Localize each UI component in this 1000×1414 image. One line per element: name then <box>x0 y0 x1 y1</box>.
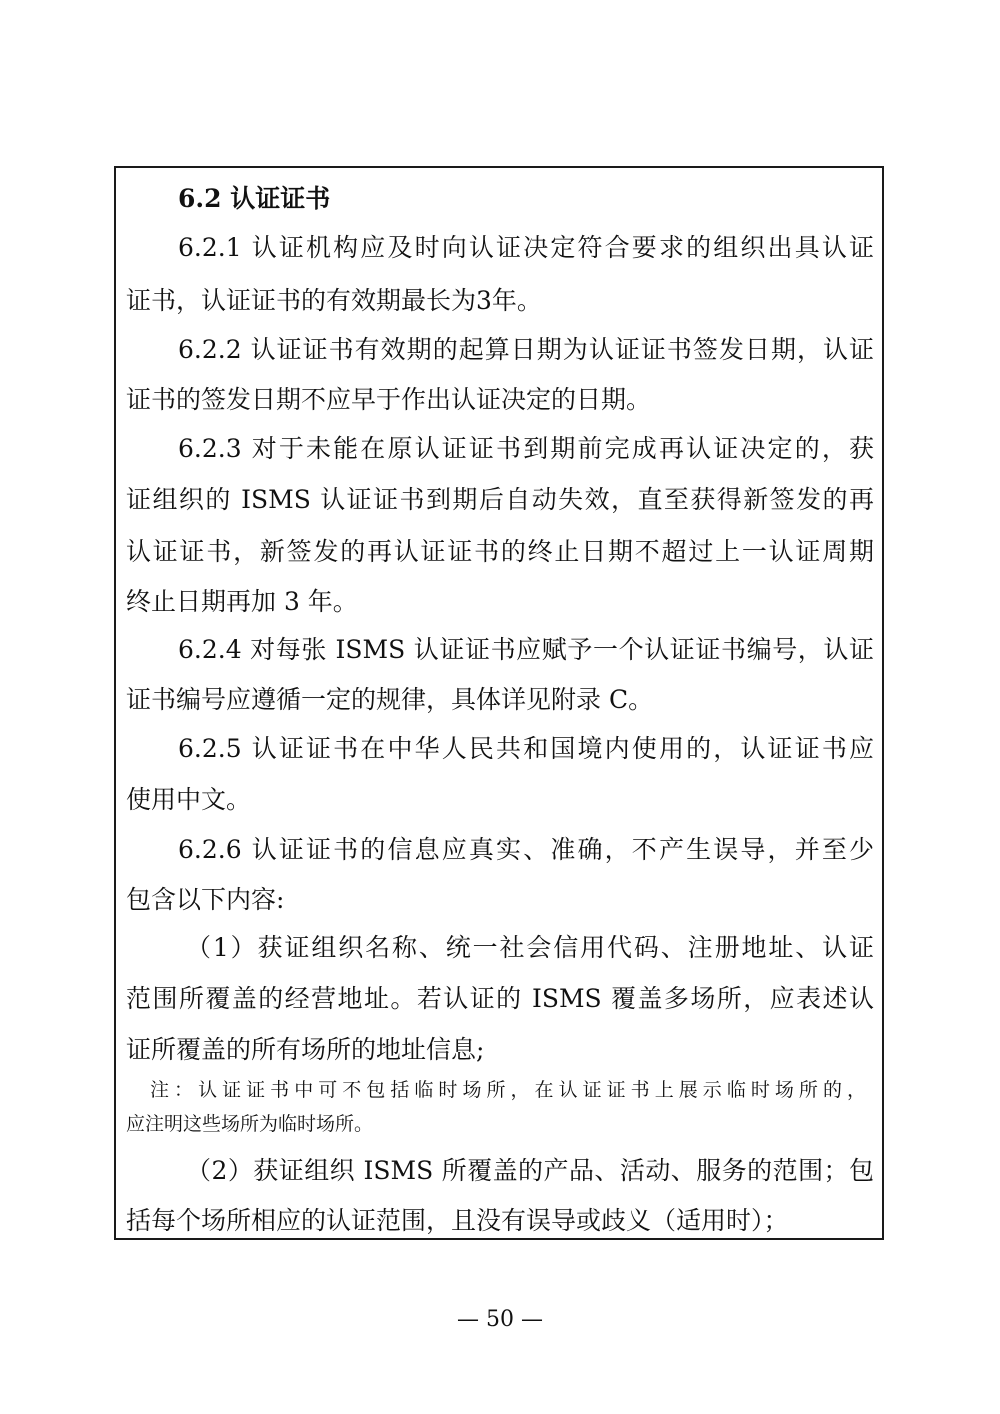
paragraph-line: 6.2.2 认证证书有效期的起算日期为认证证书签发日期，认证 <box>178 335 874 364</box>
section-heading: 6.2 认证证书 <box>178 184 331 213</box>
paragraph-line: 终止日期再加 3 年。 <box>126 587 358 616</box>
paragraph-line: 6.2.3 对于未能在原认证证书到期前完成再认证决定的，获 <box>178 434 874 463</box>
list-item-line: 证所覆盖的所有场所的地址信息; <box>126 1035 485 1064</box>
paragraph-line: 6.2.1 认证机构应及时向认证决定符合要求的组织出具认证 <box>178 233 874 262</box>
paragraph-line: 证书的签发日期不应早于作出认证决定的日期。 <box>126 385 652 414</box>
paragraph-line: 证书，认证证书的有效期最长为3年。 <box>126 286 542 315</box>
paragraph-line: 6.2.6 认证证书的信息应真实、准确，不产生误导，并至少 <box>178 835 874 864</box>
list-item-line: 范围所覆盖的经营地址。若认证的 ISMS 覆盖多场所，应表述认 <box>126 984 874 1013</box>
note-line: 注：认证证书中可不包括临时场所，在认证证书上展示临时场所的， <box>150 1079 866 1101</box>
paragraph-line: 6.2.4 对每张 ISMS 认证证书应赋予一个认证证书编号，认证 <box>178 635 874 664</box>
list-item-line: （1）获证组织名称、统一社会信用代码、注册地址、认证 <box>186 933 874 962</box>
note-line: 应注明这些场所为临时场所。 <box>126 1113 374 1135</box>
list-item-line: 括每个场所相应的认证范围，且没有误导或歧义（适用时）； <box>126 1206 789 1235</box>
paragraph-line: 认证证书，新签发的再认证证书的终止日期不超过上一认证周期 <box>126 537 874 566</box>
paragraph-line: 使用中文。 <box>126 785 252 814</box>
page-number: — 50 — <box>457 1307 543 1332</box>
paragraph-line: 证书编号应遵循一定的规律，具体详见附录 C。 <box>126 685 654 714</box>
paragraph-line: 包含以下内容: <box>126 885 285 914</box>
paragraph-line: 6.2.5 认证证书在中华人民共和国境内使用的，认证证书应 <box>178 734 874 763</box>
list-item-line: （2）获证组织 ISMS 所覆盖的产品、活动、服务的范围；包 <box>186 1156 874 1185</box>
paragraph-line: 证组织的 ISMS 认证证书到期后自动失效，直至获得新签发的再 <box>126 485 874 514</box>
